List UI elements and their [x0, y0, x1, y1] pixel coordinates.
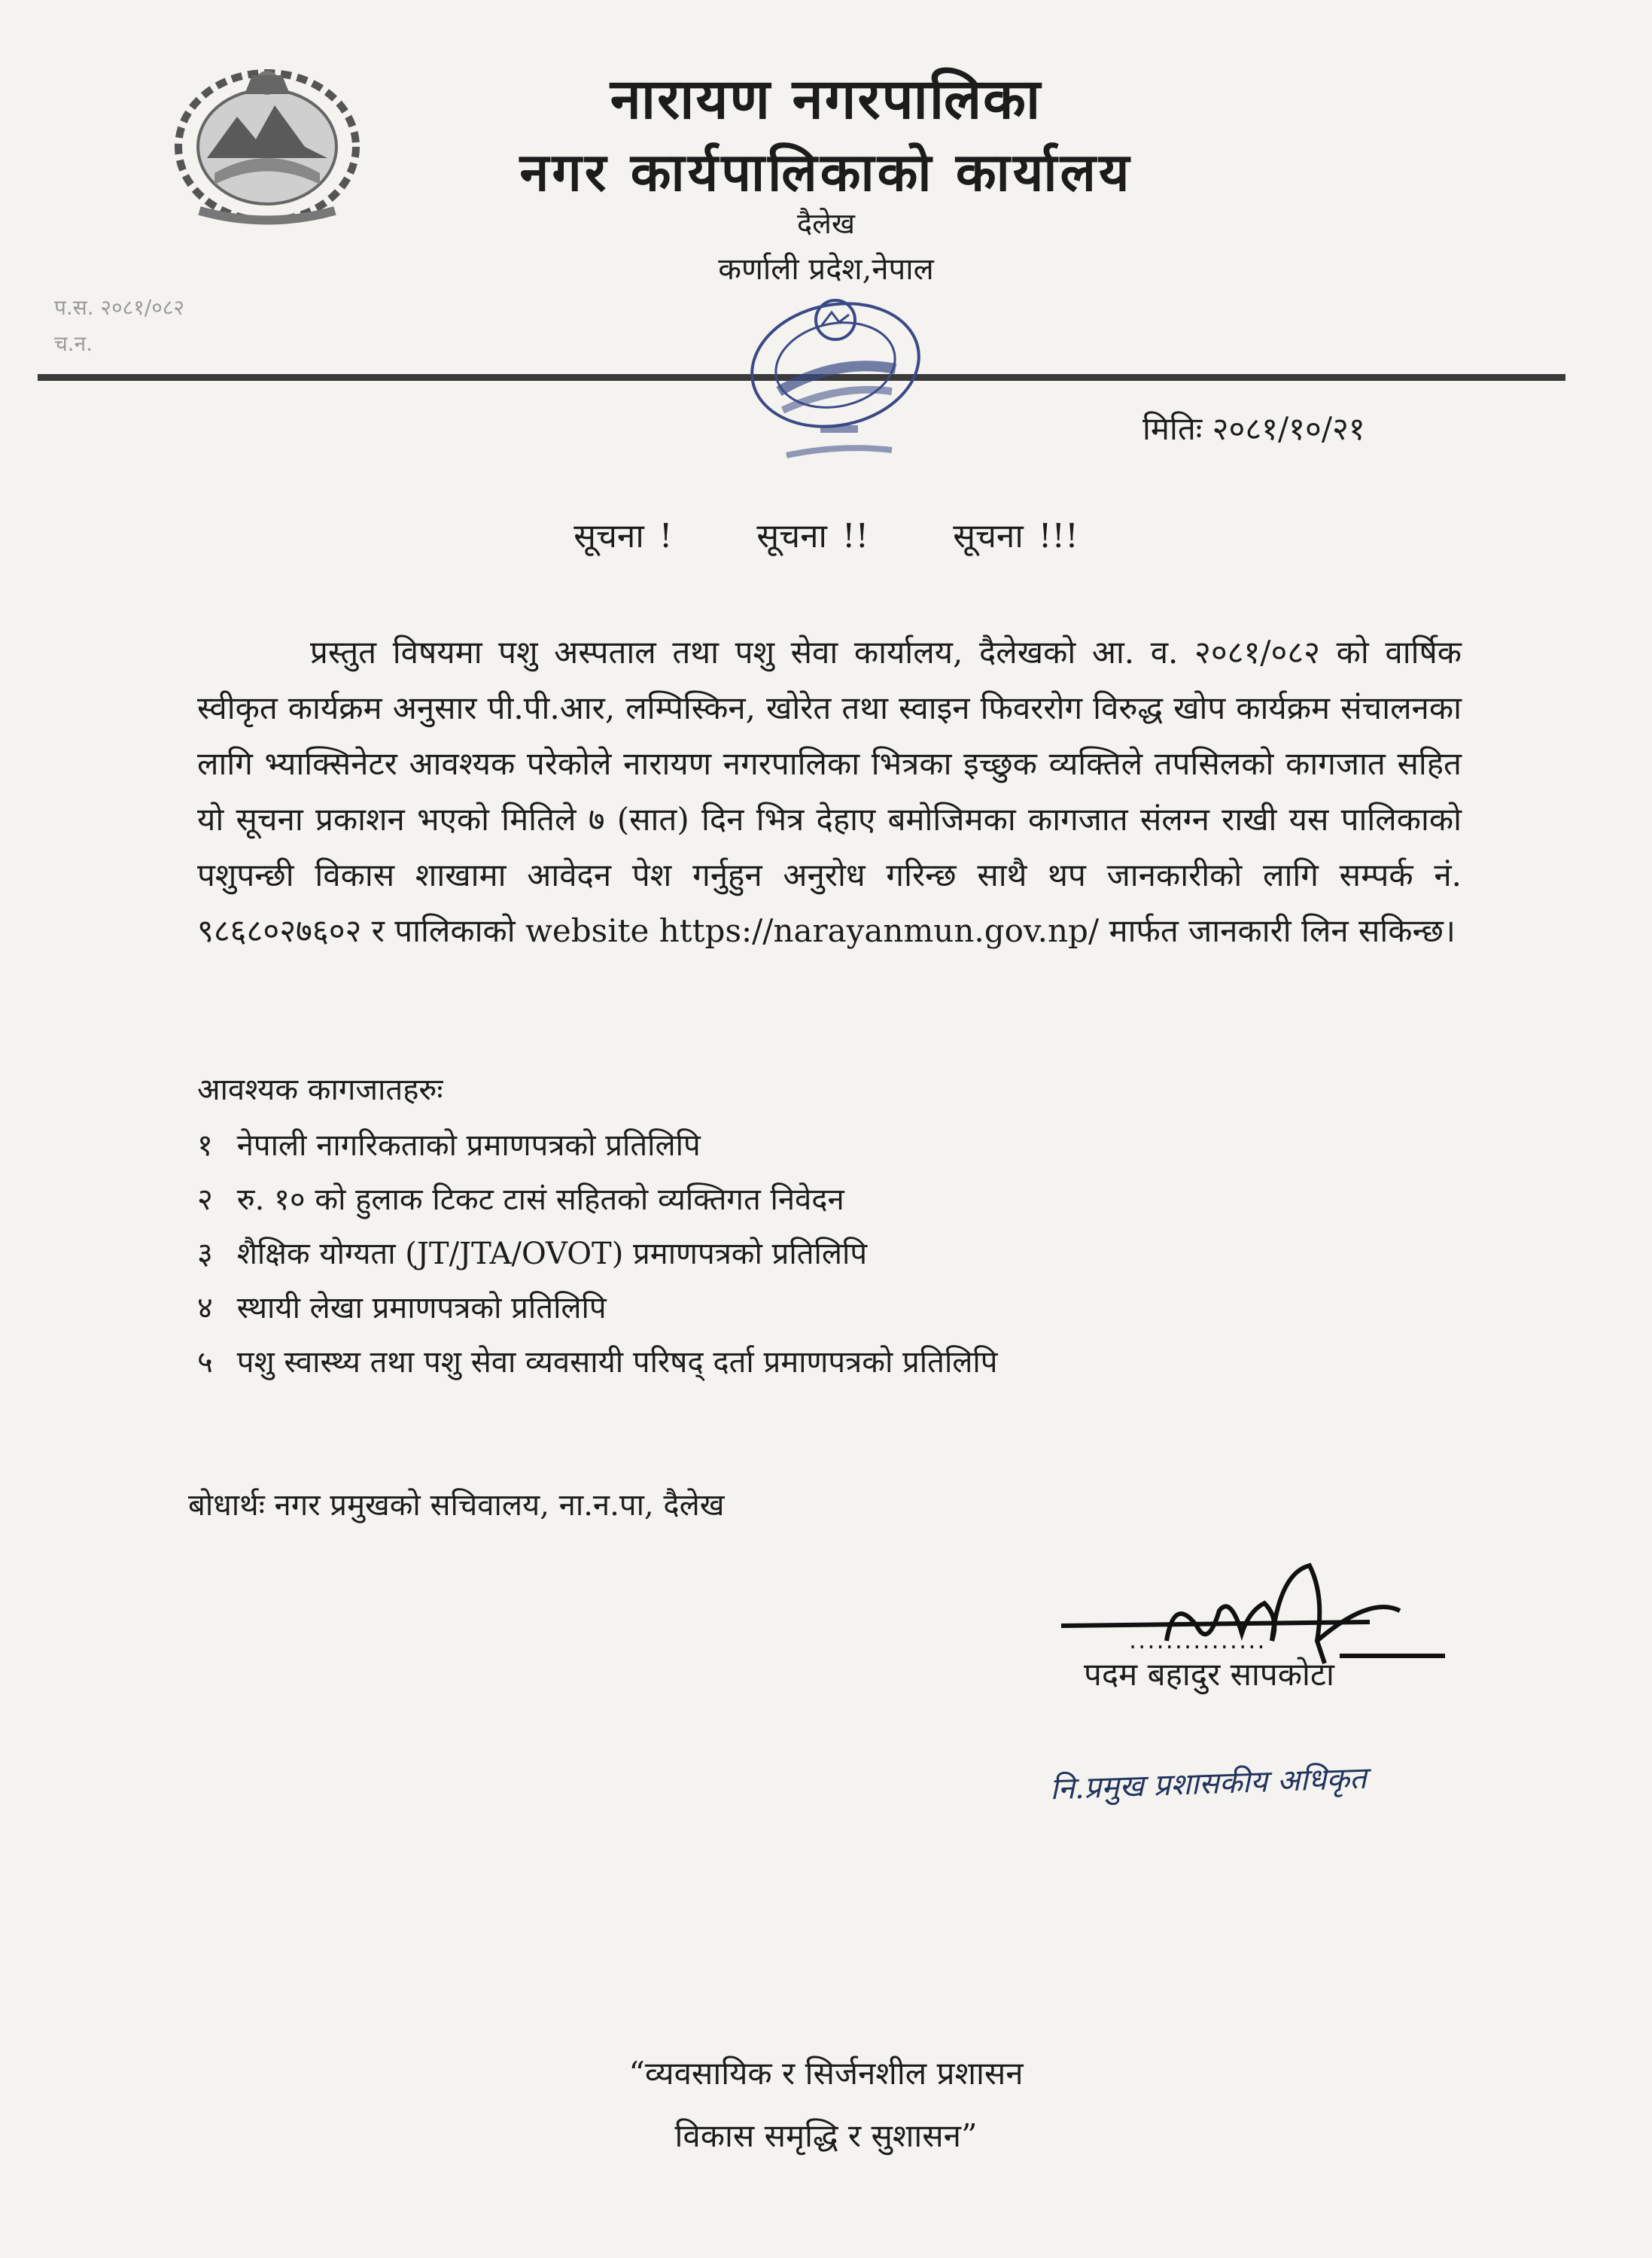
document-item: ४ स्थायी लेखा प्रमाणपत्रको प्रतिलिपि [197, 1291, 607, 1325]
signature-dots: ............... [1129, 1626, 1267, 1654]
required-documents-list [197, 1118, 998, 1389]
signatory-title: नि.प्रमुख प्रशासकीय अधिकृत [1049, 1760, 1368, 1807]
document-item: १ नेपाली नागरिकताको प्रमाणपत्रको प्रतिलिपि [197, 1128, 701, 1163]
province: कर्णाली प्रदेश,नेपाल [718, 252, 934, 287]
cc-line: बोधार्थः नगर प्रमुखको सचिवालय, ना.न.पा, दैलेख [188, 1488, 725, 1523]
issue-date: मितिः २०८१/१०/२१ [1142, 410, 1365, 447]
reference-numbers [54, 290, 184, 362]
patra-sankhya: प.स. २०८१/०८२ [54, 295, 184, 320]
document-item: ५ पशु स्वास्थ्य तथा पशु सेवा व्यवसायी परिषद् दर्ता प्रमाणपत्रको प्रतिलिपि [197, 1345, 998, 1380]
office-stamp-icon [707, 278, 963, 474]
district: दैलेख [796, 207, 856, 240]
signatory-name: पदम बहादुर सापकोटा [1084, 1656, 1334, 1693]
notice-word-3: सूचना !!! [953, 517, 1079, 555]
chalani-number: च.न. [54, 331, 93, 356]
motto-line-1: “व्यवसायिक र सिर्जनशील प्रशासन [628, 2055, 1024, 2092]
notice-word-2: सूचना !! [756, 517, 869, 555]
office-subtitle: नगर कार्यपालिकाको कार्यालय [519, 141, 1133, 203]
notice-heading [0, 512, 1652, 557]
motto-line-2: विकास समृद्धि र सुशासन” [674, 2117, 978, 2154]
document-item: २ रु. १० को हुलाक टिकट टासं सहितको व्यक्तिगत निवेदन [197, 1182, 844, 1217]
notice-word-1: सूचना ! [573, 517, 673, 555]
office-name: नारायण नगरपालिका [610, 67, 1042, 132]
notice-body [197, 625, 1462, 959]
required-documents-title: आवश्यक कागजातहरुः [197, 1073, 443, 1107]
document-item: ३ शैक्षिक योग्यता (JT/JTA/OVOT) प्रमाणपत्रको प्रतिलिपि [197, 1237, 868, 1271]
body-paragraph: प्रस्तुत विषयमा पशु अस्पताल तथा पशु सेवा कार्यालय, दैलेखको आ. व. २०८१/०८२ को वार्षिक स्वीकृत कार्यक्रम अनुसार पी.पी.आर, लम्पिस्किन, खोरेत तथा स्वाइन फिवररोग विरुद्ध खोप कार्यक्रम संचालनका लागि भ्याक्सिनेटर आवश्यक परेकोले नारायण नगरपालिका भित्रका इच्छुक व्यक्तिले तपसिलको कागजात सहित यो सूचना प्रकाशन भएको मितिले ७ (सात) दिन भित्र देहाए बमोजिमका कागजात संलग्न राखी यस पालिकाको पशुपन्छी विकास शाखामा आवेदन पेश गर्नुहुन अनुरोध गरिन्छ साथै थप जानकारीको लागि सम्पर्क नं. ९८६८०२७६०२ र पालिकाको website https://narayanmun.gov.np/ मार्फत जानकारी लिन सकिन्छ। [197, 634, 1462, 949]
